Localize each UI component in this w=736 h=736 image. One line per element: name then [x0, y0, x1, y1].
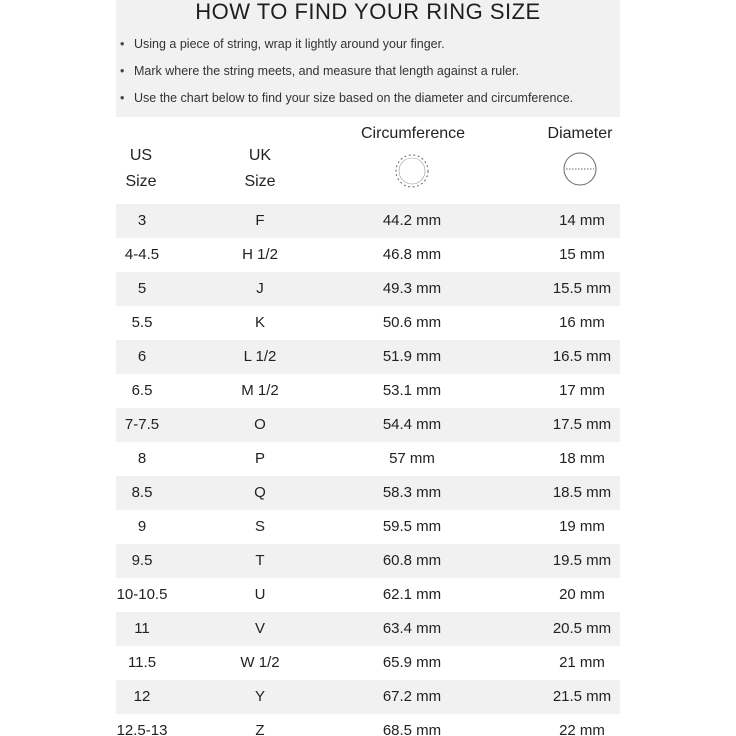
us-size-cell: 5	[137, 280, 147, 297]
circumference-cell: 58.3 mm	[382, 484, 442, 501]
us-size-cell: 6	[137, 348, 147, 365]
diameter-cell: 22 mm	[559, 722, 605, 736]
table-row	[116, 544, 620, 578]
page-title: HOW TO FIND YOUR RING SIZE	[195, 0, 541, 24]
circumference-header: Circumference	[360, 125, 466, 142]
us-size-cell: 8.5	[131, 484, 153, 501]
uk-header-line1: UK	[248, 147, 272, 164]
circumference-cell: 59.5 mm	[382, 518, 442, 535]
circumference-cell: 54.4 mm	[382, 416, 442, 433]
us-size-cell: 11.5	[127, 654, 157, 671]
uk-size-cell: L 1/2	[243, 348, 277, 365]
circumference-cell: 57 mm	[389, 450, 435, 467]
instruction-list	[120, 36, 573, 117]
us-size-cell: 9.5	[131, 552, 153, 569]
table-row	[116, 306, 620, 340]
circumference-cell: 53.1 mm	[382, 382, 442, 399]
circumference-cell: 63.4 mm	[382, 620, 442, 637]
table-row	[116, 476, 620, 510]
uk-size-cell: P	[254, 450, 265, 467]
table-row	[116, 510, 620, 544]
diameter-cell: 20 mm	[559, 586, 605, 603]
diameter-cell: 15.5 mm	[552, 280, 612, 297]
diameter-cell: 18 mm	[559, 450, 605, 467]
us-size-cell: 11	[134, 620, 150, 637]
table-row	[116, 204, 620, 238]
uk-size-cell: K	[254, 314, 265, 331]
table-row	[116, 442, 620, 476]
us-size-cell: 12.5-13	[116, 722, 168, 736]
uk-size-cell: J	[256, 280, 264, 297]
circumference-cell: 67.2 mm	[382, 688, 442, 705]
table-row	[116, 238, 620, 272]
circumference-cell: 50.6 mm	[382, 314, 442, 331]
us-size-cell: 4-4.5	[124, 246, 160, 263]
instruction-item: • Use the chart below to find your size based on the diameter and circumference.	[120, 90, 573, 117]
uk-size-cell: Q	[254, 484, 266, 501]
uk-size-cell: T	[255, 552, 265, 569]
table-row	[116, 272, 620, 306]
diameter-cell: 20.5 mm	[552, 620, 612, 637]
circumference-cell: 62.1 mm	[382, 586, 442, 603]
table-header	[116, 117, 620, 204]
diameter-cell: 15 mm	[559, 246, 605, 263]
instruction-item: • Using a piece of string, wrap it lightly around your finger.	[120, 36, 573, 63]
uk-size-cell: V	[254, 620, 265, 637]
uk-size-cell: U	[254, 586, 266, 603]
us-size-cell: 7-7.5	[124, 416, 160, 433]
circumference-cell: 68.5 mm	[382, 722, 442, 736]
table-row	[116, 612, 620, 646]
table-row	[116, 680, 620, 714]
table-row	[116, 714, 620, 736]
diameter-cell: 16.5 mm	[552, 348, 612, 365]
uk-size-cell: S	[254, 518, 265, 535]
us-size-cell: 12	[133, 688, 151, 705]
diameter-cell: 14 mm	[559, 212, 605, 229]
circumference-cell: 46.8 mm	[382, 246, 442, 263]
diameter-cell: 19.5 mm	[552, 552, 612, 569]
diameter-cell: 21.5 mm	[552, 688, 612, 705]
circumference-cell: 60.8 mm	[382, 552, 442, 569]
uk-size-cell: F	[255, 212, 265, 229]
uk-size-cell: M 1/2	[241, 382, 279, 399]
diameter-cell: 17 mm	[559, 382, 605, 399]
uk-size-cell: H 1/2	[242, 246, 278, 263]
diameter-cell: 16 mm	[559, 314, 605, 331]
us-size-cell: 9	[137, 518, 147, 535]
us-header-line2: Size	[125, 173, 157, 190]
us-size-cell: 6.5	[131, 382, 153, 399]
uk-size-cell: Z	[255, 722, 265, 736]
size-table-body	[116, 204, 620, 736]
diameter-cell: 18.5 mm	[552, 484, 612, 501]
uk-size-cell: Y	[254, 688, 265, 705]
circumference-cell: 65.9 mm	[382, 654, 442, 671]
circumference-cell: 49.3 mm	[382, 280, 442, 297]
table-row	[116, 578, 620, 612]
diameter-cell: 21 mm	[559, 654, 605, 671]
uk-size-cell: O	[254, 416, 266, 433]
ring-size-chart	[116, 0, 620, 736]
table-row	[116, 408, 620, 442]
circle-diameter-icon	[562, 151, 598, 187]
us-size-cell: 10-10.5	[116, 586, 168, 603]
us-header-line1: US	[129, 147, 153, 164]
diameter-cell: 19 mm	[559, 518, 605, 535]
table-row	[116, 340, 620, 374]
instructions-panel	[116, 0, 620, 117]
uk-size-cell: W 1/2	[240, 654, 280, 671]
circumference-cell: 44.2 mm	[382, 212, 442, 229]
diameter-header: Diameter	[547, 125, 613, 142]
table-row	[116, 374, 620, 408]
dotted-circle-icon	[394, 153, 430, 189]
us-size-cell: 5.5	[131, 314, 153, 331]
table-row	[116, 646, 620, 680]
circumference-cell: 51.9 mm	[382, 348, 442, 365]
instruction-item: • Mark where the string meets, and measure that length against a ruler.	[120, 63, 573, 90]
us-size-header	[116, 143, 166, 195]
us-size-cell: 8	[137, 450, 147, 467]
diameter-cell: 17.5 mm	[552, 416, 612, 433]
us-size-cell: 3	[137, 212, 147, 229]
uk-header-line2: Size	[244, 173, 276, 190]
uk-size-header	[234, 143, 286, 195]
